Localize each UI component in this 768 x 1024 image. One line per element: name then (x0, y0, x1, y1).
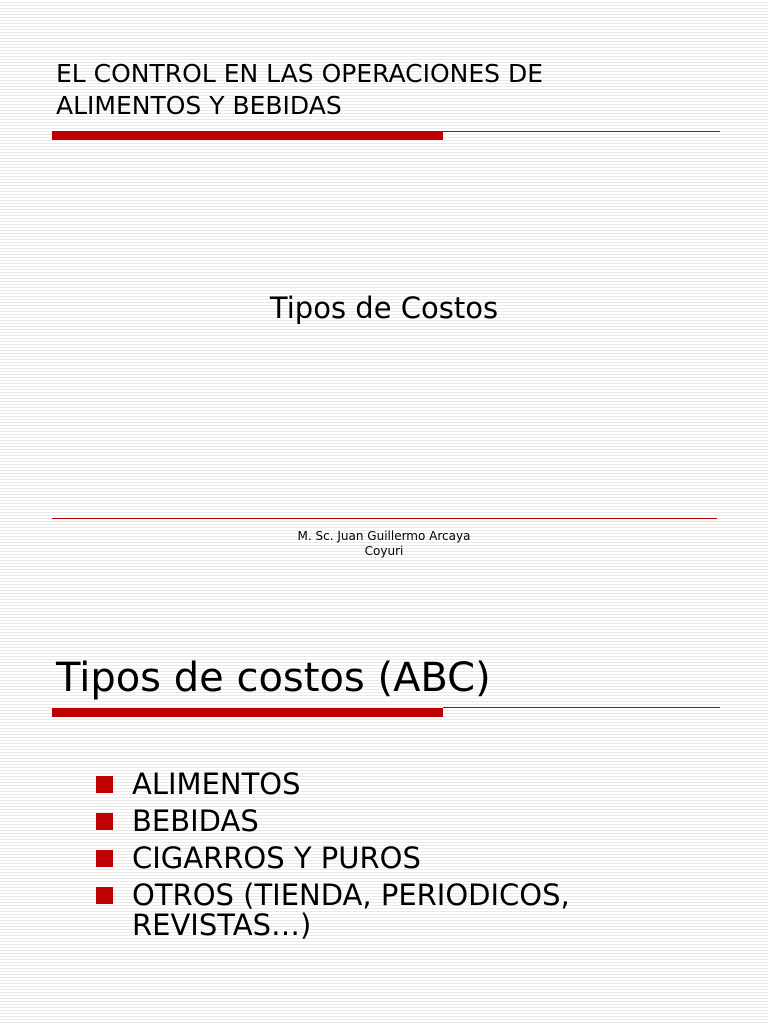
title-underline-thick (52, 708, 443, 717)
list-item (96, 876, 716, 943)
author-credit (0, 529, 768, 559)
slide-subtitle: Tipos de Costos (269, 291, 499, 325)
author-divider (52, 518, 717, 519)
square-bullet-icon (96, 887, 113, 904)
list-item-text: ALIMENTOS (132, 767, 301, 801)
slide-title-line: ALIMENTOS Y BEBIDAS (56, 91, 342, 120)
title-underline-thick (52, 131, 443, 140)
square-bullet-icon (96, 850, 113, 867)
square-bullet-icon (96, 813, 113, 830)
list-item-text: CIGARROS Y PUROS (132, 841, 421, 875)
content-slide (0, 620, 768, 1024)
list-item (96, 765, 716, 802)
author-line: Coyuri (364, 544, 404, 558)
title-underline-thin (443, 131, 720, 132)
square-bullet-icon (96, 776, 113, 793)
author-line: M. Sc. Juan Guillermo Arcaya (297, 529, 471, 543)
bullet-list (96, 765, 716, 943)
slide-title-line: EL CONTROL EN LAS OPERACIONES DE (56, 59, 543, 88)
list-item (96, 802, 716, 839)
list-item-text: BEBIDAS (132, 804, 259, 838)
list-item (96, 839, 716, 876)
list-item-text: OTROS (TIENDA, PERIODICOS, REVISTAS…) (132, 878, 570, 942)
slide-title: Tipos de costos (ABC) (56, 655, 491, 701)
slide-title (56, 58, 696, 122)
title-underline-thin (443, 707, 720, 708)
